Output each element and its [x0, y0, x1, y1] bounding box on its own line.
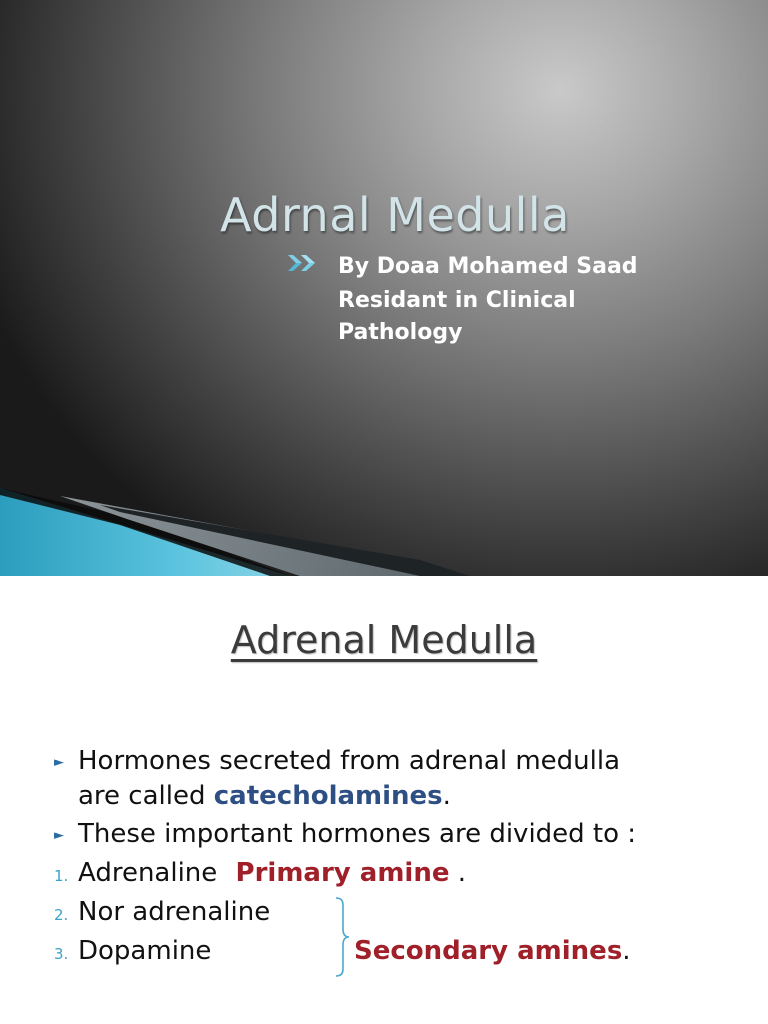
content-slide	[0, 576, 768, 1024]
bullet-text-suffix: .	[442, 781, 451, 811]
list-item	[54, 934, 212, 968]
list-suffix: .	[449, 858, 467, 888]
triangle-bullet-icon: ►	[54, 755, 64, 770]
role-line-2: Pathology	[338, 320, 463, 345]
right-brace-icon	[334, 897, 352, 977]
primary-amine-highlight: Primary amine	[235, 858, 450, 888]
slide-title: Adrnal Medulla	[220, 188, 570, 242]
slide-title: Adrenal Medulla	[230, 618, 538, 662]
role-line-1: Residant in Clinical	[338, 288, 576, 313]
triangle-bullet-icon: ►	[54, 828, 64, 843]
bullet-text: Hormones secreted from adrenal medulla	[78, 746, 621, 776]
author-line: By Doaa Mohamed Saad	[338, 254, 638, 279]
bullet-text-prefix: are called	[78, 781, 214, 811]
bullet-item	[54, 817, 637, 851]
list-item	[54, 856, 467, 890]
list-number: 3.	[54, 945, 69, 963]
list-number: 1.	[54, 867, 69, 885]
list-text: Nor adrenaline	[78, 897, 271, 927]
list-text: Dopamine	[78, 936, 212, 966]
subtitle-block	[338, 250, 738, 349]
list-text: Adrenaline	[78, 858, 226, 888]
secondary-amines-label	[354, 934, 631, 968]
list-item	[54, 895, 271, 929]
bullet-text: These important hormones are divided to :	[78, 819, 637, 849]
bullet-item-continuation	[78, 779, 451, 813]
bullet-item	[54, 744, 621, 778]
catecholamines-highlight: catecholamines	[213, 781, 443, 811]
list-number: 2.	[54, 906, 69, 924]
slide-title-wrap	[0, 618, 768, 662]
secondary-amines-highlight: Secondary amines	[354, 936, 623, 966]
double-chevron-right-icon	[288, 253, 322, 273]
group-label-suffix: .	[622, 936, 631, 966]
